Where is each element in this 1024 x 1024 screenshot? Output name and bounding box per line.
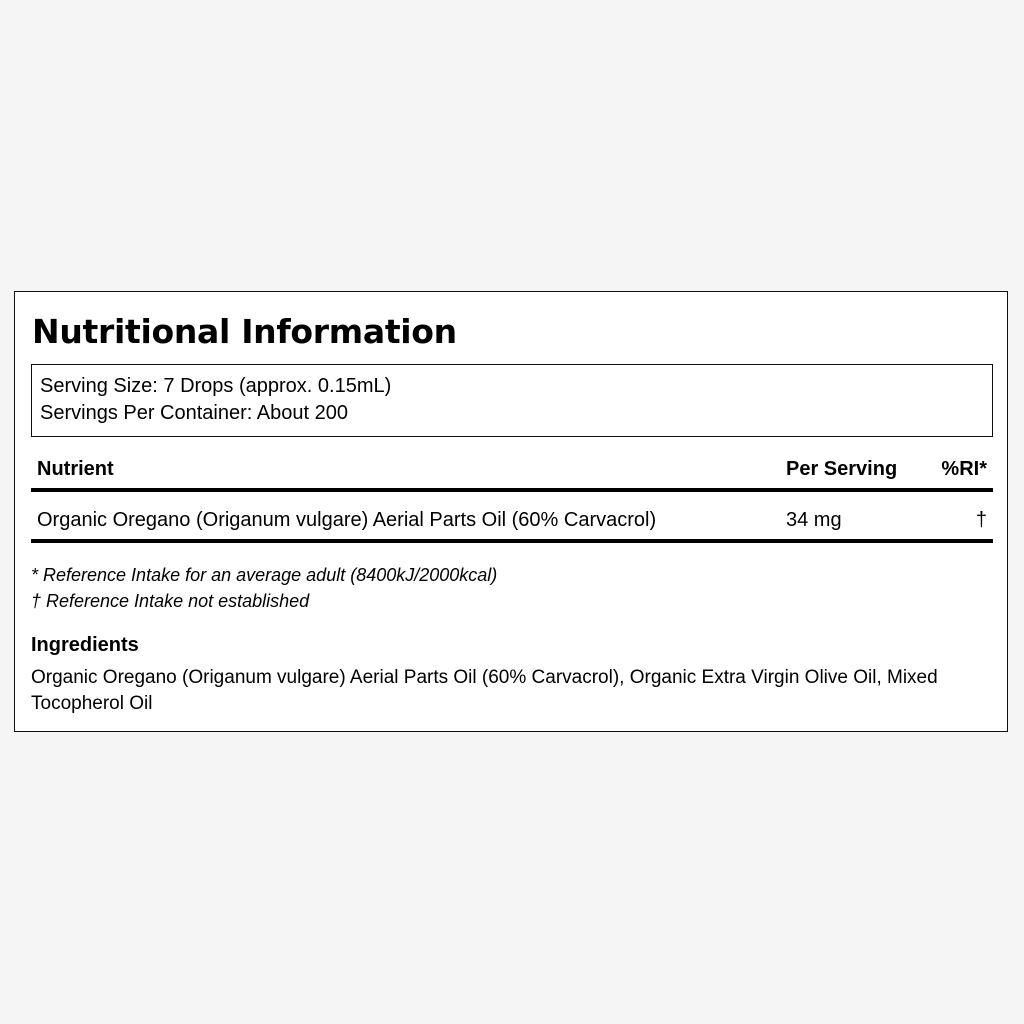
nutrient-amount: 34 mg bbox=[786, 509, 842, 531]
header-per-serving: Per Serving bbox=[786, 458, 898, 480]
footnote-reference-intake: * Reference Intake for an average adult (8400kJ/2000kcal) bbox=[31, 565, 498, 585]
ingredients-heading: Ingredients bbox=[31, 634, 139, 656]
table-divider-top bbox=[31, 488, 993, 492]
footnote-not-established: † Reference Intake not established bbox=[31, 591, 310, 611]
serving-size: Serving Size: 7 Drops (approx. 0.15mL) bbox=[40, 375, 392, 397]
ingredients-text: Organic Oregano (Origanum vulgare) Aerial Parts Oil (60% Carvacrol), Organic Extra Virgin Olive Oil, Mixed Tocopherol Oil bbox=[31, 667, 938, 714]
servings-per-container: Servings Per Container: About 200 bbox=[40, 402, 348, 424]
header-ri: %RI* bbox=[941, 458, 987, 480]
label-title: Nutritional Information bbox=[32, 312, 457, 351]
nutrition-label bbox=[14, 291, 1008, 732]
nutrient-table-header bbox=[31, 456, 993, 488]
serving-info-box bbox=[31, 364, 993, 437]
header-nutrient: Nutrient bbox=[37, 458, 114, 480]
table-divider-bottom bbox=[31, 539, 993, 543]
nutrient-name: Organic Oregano (Origanum vulgare) Aerial Parts Oil (60% Carvacrol) bbox=[37, 509, 657, 531]
nutrient-ri: † bbox=[975, 509, 987, 531]
footnotes bbox=[31, 562, 993, 614]
table-row bbox=[31, 507, 993, 535]
